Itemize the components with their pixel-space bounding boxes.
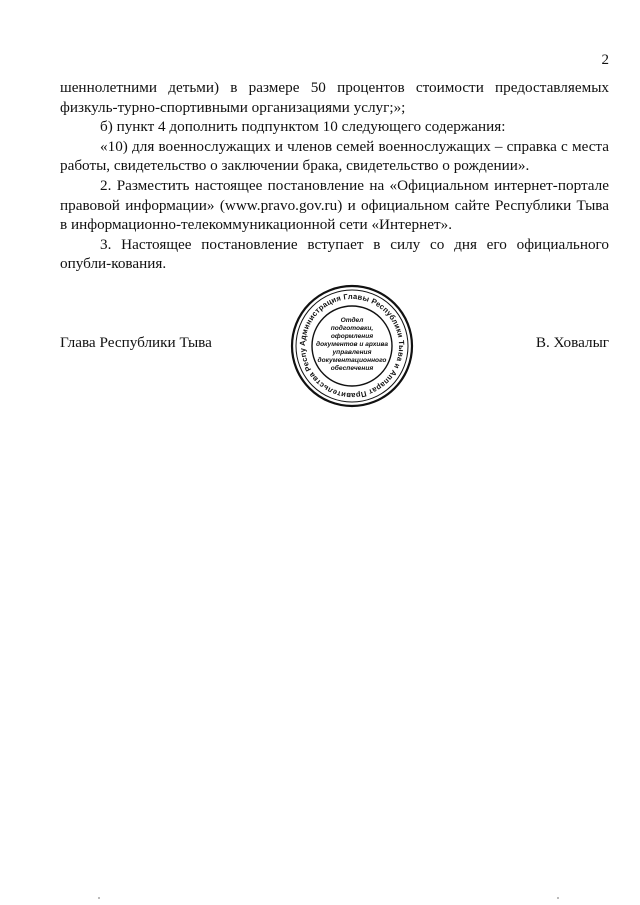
paragraph-item-2: 2. Разместить настоящее постановление на «Официальном интернет-портале правовой информации» (www.pravo.gov.ru) и официальном сайте Республики Тыва в информационно-телекоммуникационной сети «Интернет». <box>60 176 609 234</box>
seal-center-line: подготовки, <box>330 325 374 332</box>
seal-stamp-icon <box>290 284 414 408</box>
seal-center-line: документов и архива <box>316 341 388 348</box>
seal-ring-text: Администрация Главы Республики Тыва и Аппарат Правительства Респу <box>297 291 407 401</box>
seal-center-line: управления <box>332 349 372 356</box>
paragraph-continuation: шеннолетними детьми) в размере 50 процентов стоимости предоставляемых физкуль-турно-спортивными организациями услуг;»; <box>60 79 609 116</box>
signatory-name: В. Ховалыг <box>535 334 609 351</box>
seal-center-line: Отдел <box>340 317 364 324</box>
page-number: 2 <box>601 52 609 68</box>
official-seal <box>290 284 414 408</box>
seal-center-line: документационного <box>317 357 387 364</box>
seal-center-line: оформления <box>330 333 374 340</box>
paragraph-subitem-b: б) пункт 4 дополнить подпунктом 10 следующего содержания: <box>100 118 506 136</box>
seal-center-line: обеспечения <box>330 365 374 372</box>
scan-speck <box>98 897 100 899</box>
paragraph-item-3: 3. Настоящее постановление вступает в силу со дня его официального опубли-кования. <box>60 235 609 273</box>
document-body <box>60 78 609 274</box>
scan-speck <box>557 897 559 899</box>
paragraph-subpoint-10: «10) для военнослужащих и членов семей военнослужащих – справка с места работы, свидетельство о заключении брака, свидетельство о рождении». <box>60 137 609 175</box>
signatory-position: Глава Республики Тыва <box>60 334 212 351</box>
